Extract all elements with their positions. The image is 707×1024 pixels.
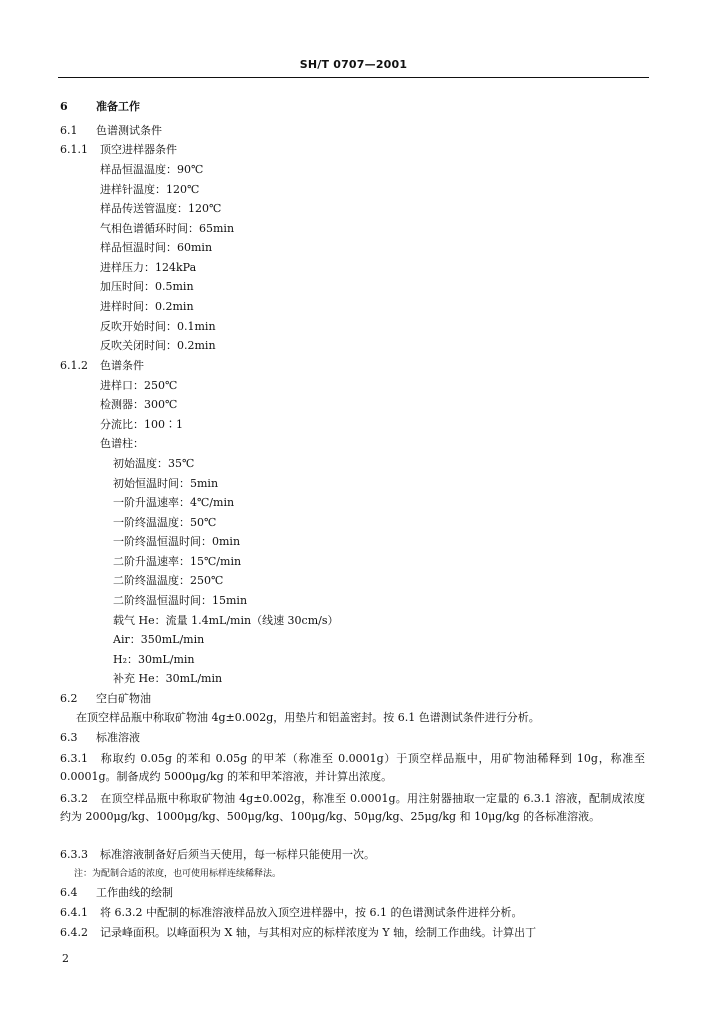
list-item: 加压时间：0.5min bbox=[100, 280, 194, 293]
column-item: 二阶终温恒温时间：15min bbox=[113, 594, 248, 607]
list-item: 气相色谱循环时间：65min bbox=[100, 222, 235, 235]
section-title: 色谱条件 bbox=[100, 359, 144, 372]
section-number: 6.2 bbox=[60, 692, 78, 705]
list-item: 进样针温度：120℃ bbox=[100, 183, 200, 196]
section-6-3-3-paragraph bbox=[60, 848, 375, 862]
section-number: 6.3.3 bbox=[60, 848, 88, 861]
section-number: 6.4.1 bbox=[60, 906, 88, 919]
section-number: 6.1 bbox=[60, 124, 78, 137]
section-6-2-heading bbox=[60, 692, 151, 706]
section-6-1-2-heading bbox=[60, 359, 144, 373]
standard-code: SH/T 0707—2001 bbox=[299, 58, 408, 71]
list-item: 进样口：250℃ bbox=[100, 379, 178, 392]
column-item: Air：350mL/min bbox=[113, 633, 205, 646]
list-item: 样品恒温温度：90℃ bbox=[100, 163, 204, 176]
section-number: 6.4.2 bbox=[60, 926, 88, 939]
list-item: 样品传送管温度：120℃ bbox=[100, 202, 222, 215]
column-item: 二阶升温速率：15℃/min bbox=[113, 555, 242, 568]
column-item: 初始温度：35℃ bbox=[113, 457, 195, 470]
section-title: 工作曲线的绘制 bbox=[96, 886, 173, 899]
list-item: 色谱柱： bbox=[100, 437, 144, 450]
section-6-3-1-paragraph bbox=[60, 750, 645, 786]
section-number: 6.3.1 bbox=[60, 752, 88, 765]
section-number: 6.4 bbox=[60, 886, 78, 899]
section-6-3-heading bbox=[60, 731, 140, 745]
page-number: 2 bbox=[62, 952, 69, 965]
section-title: 准备工作 bbox=[96, 100, 140, 113]
section-6-4-2-paragraph bbox=[60, 926, 536, 940]
paragraph-text: 在顶空样品瓶中称取矿物油 4g±0.002g，称准至 0.0001g。用注射器抽取一定量的 6.3.1 溶液，配制成浓度约为 2000μg/kg、1000μg/kg、500μg/kg、100μg/kg、50μg/kg、25μg/kg 和 10μg/kg 的各标准溶液。 bbox=[60, 792, 645, 823]
section-number: 6.1.1 bbox=[60, 143, 88, 156]
section-title: 顶空进样器条件 bbox=[100, 143, 177, 156]
paragraph-text: 将 6.3.2 中配制的标准溶液样品放入顶空进样器中，按 6.1 的色谱测试条件进样分析。 bbox=[100, 906, 523, 919]
section-number: 6.3 bbox=[60, 731, 78, 744]
section-number: 6 bbox=[60, 100, 68, 113]
section-6-4-1-paragraph bbox=[60, 906, 522, 920]
list-item: 分流比：100∶1 bbox=[100, 418, 183, 431]
section-6-3-2-paragraph bbox=[60, 790, 645, 826]
column-item: 一阶终温温度：50℃ bbox=[113, 516, 217, 529]
paragraph-text: 标准溶液制备好后须当天使用，每一标样只能使用一次。 bbox=[100, 848, 375, 861]
list-item: 进样时间：0.2min bbox=[100, 300, 194, 313]
section-6-1-1-heading bbox=[60, 143, 177, 157]
section-number: 6.1.2 bbox=[60, 359, 88, 372]
column-item: H₂：30mL/min bbox=[113, 653, 195, 666]
list-item: 反吹开始时间：0.1min bbox=[100, 320, 216, 333]
section-title: 色谱测试条件 bbox=[96, 124, 162, 137]
list-item: 反吹关闭时间：0.2min bbox=[100, 339, 216, 352]
list-item: 进样压力：124kPa bbox=[100, 261, 197, 274]
column-item: 二阶终温温度：250℃ bbox=[113, 574, 224, 587]
section-title: 空白矿物油 bbox=[96, 692, 151, 705]
paragraph-text: 记录峰面积。以峰面积为 X 轴，与其相对应的标样浓度为 Y 轴，绘制工作曲线。计算出丁 bbox=[100, 926, 537, 939]
list-item: 检测器：300℃ bbox=[100, 398, 178, 411]
section-number: 6.3.2 bbox=[60, 792, 88, 805]
column-item: 初始恒温时间：5min bbox=[113, 477, 219, 490]
section-6-4-heading bbox=[60, 886, 173, 900]
section-title: 标准溶液 bbox=[96, 731, 140, 744]
list-item: 样品恒温时间：60min bbox=[100, 241, 213, 254]
column-item: 一阶升温速率：4℃/min bbox=[113, 496, 235, 509]
section-6-1-heading bbox=[60, 124, 162, 138]
paragraph: 在顶空样品瓶中称取矿物油 4g±0.002g，用垫片和铝盖密封。按 6.1 色谱测试条件进行分析。 bbox=[76, 711, 540, 724]
column-item: 载气 He：流量 1.4mL/min（线速 30cm/s） bbox=[113, 614, 339, 627]
column-item: 一阶终温恒温时间：0min bbox=[113, 535, 241, 548]
header-rule bbox=[58, 77, 649, 78]
section-6-heading bbox=[60, 100, 140, 114]
note: 注：为配制合适的浓度，也可使用标样连续稀释法。 bbox=[74, 869, 282, 879]
paragraph-text: 称取约 0.05g 的苯和 0.05g 的甲苯（称准至 0.0001g）于顶空样品瓶中，用矿物油稀释到 10g，称准至 0.0001g。制备成约 5000μg/kg 的苯和甲苯溶液，并计算出浓度。 bbox=[60, 752, 645, 783]
column-item: 补充 He：30mL/min bbox=[113, 672, 223, 685]
